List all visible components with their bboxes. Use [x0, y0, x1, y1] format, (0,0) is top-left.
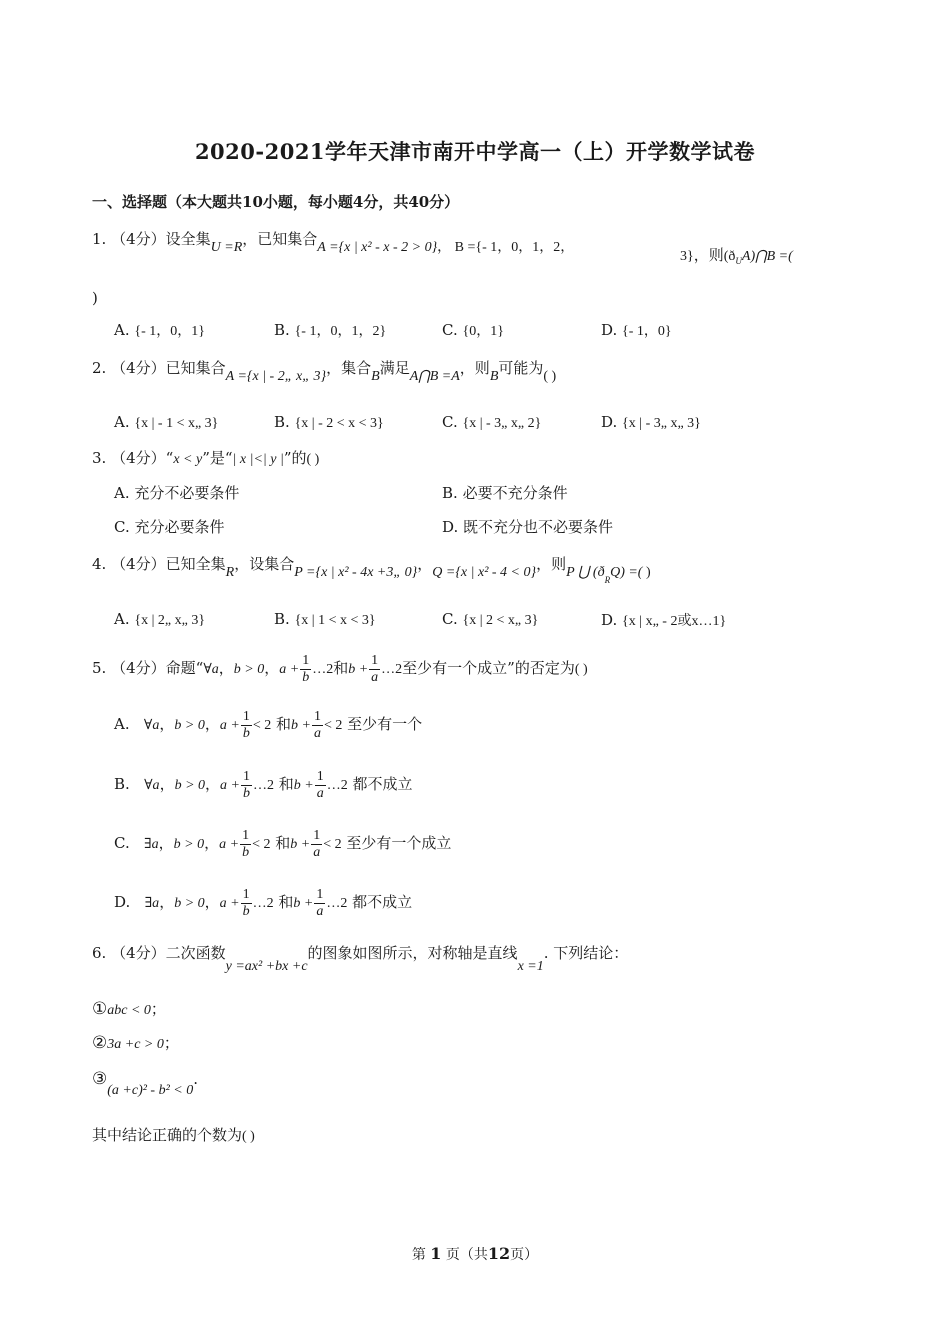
q5-math-4: b + — [348, 662, 369, 677]
q5-math-2: b > 0 — [233, 662, 265, 677]
fraction — [311, 828, 322, 861]
tail: 都不成立 — [352, 775, 413, 793]
quantifier: ∀a — [143, 718, 160, 733]
q5-math-3: a + — [279, 662, 300, 677]
q3-paren: ( ) — [306, 452, 320, 467]
option-text: {x | - 3„ x„ 2} — [462, 416, 542, 431]
option-text: 充分不必要条件 — [134, 484, 240, 502]
fraction — [240, 828, 251, 861]
option-label: C. — [442, 413, 458, 431]
fraction-numerator: 1 — [243, 768, 250, 784]
q1-text-3: ，则 — [693, 246, 724, 264]
option-text: {x | - 3„ x„ 3} — [622, 416, 701, 431]
option-text: {x | 2 < x„ 3} — [462, 613, 539, 628]
option-label: C. — [442, 321, 458, 339]
circled-number: ② — [92, 1033, 108, 1053]
q3-stem: （4分）“ — [111, 449, 174, 467]
q5-fraction-2 — [369, 653, 380, 686]
q1-tail: ) — [92, 289, 98, 307]
sep: ， — [159, 893, 175, 911]
fraction — [312, 709, 323, 742]
and: 和 — [275, 834, 291, 852]
option-label: A. — [114, 610, 130, 628]
footer-post: 页） — [510, 1247, 539, 1263]
q3-math-2: | x |<| y | — [232, 452, 284, 467]
option-label: D. — [114, 893, 131, 911]
q2-math-2: B — [371, 369, 380, 384]
q6-conclusion-1 — [92, 998, 166, 1022]
option-label: D. — [601, 611, 618, 629]
sep: ， — [204, 715, 220, 733]
q6-ask: 其中结论正确的个数为 — [92, 1126, 243, 1144]
q2-math-1: A ={x | - 2„ x„ 3} — [225, 369, 327, 384]
rel: < 2 — [323, 837, 342, 852]
sep: ， — [159, 775, 175, 793]
fraction — [315, 769, 326, 802]
q4-math-1: R — [225, 565, 235, 580]
option-text: 必要不充分条件 — [462, 484, 568, 502]
q5-option-a — [114, 706, 422, 744]
q4-option-b — [274, 610, 376, 629]
conclusion-math: 3a +c > 0 — [107, 1037, 164, 1052]
q1-math-6: A)⋂B =( — [741, 249, 793, 264]
q3-option-b — [442, 482, 568, 503]
option-text: {0，1} — [462, 324, 504, 339]
fraction-denominator: a — [316, 785, 324, 801]
question-4 — [92, 553, 651, 585]
and: 和 — [276, 715, 292, 733]
fraction-denominator: a — [371, 669, 379, 685]
q4-option-d — [601, 610, 726, 630]
q5-number: 5. — [92, 659, 107, 677]
q1-option-d — [601, 320, 672, 340]
q5-sep-2: ， — [264, 659, 280, 677]
q4-math-3: Q ={x | x² - 4 < 0} — [432, 565, 537, 580]
expr: a + — [219, 896, 240, 911]
q2-text-4: ，则 — [459, 359, 490, 377]
q4-text-2: ，设集合 — [234, 555, 295, 573]
q4-number: 4. — [92, 555, 107, 573]
question-5 — [92, 650, 588, 688]
quantifier: ∃a — [144, 896, 160, 911]
q2-number: 2. — [92, 359, 107, 377]
q4-math-4: P ⋃ (ð — [566, 565, 605, 580]
fraction-numerator: 1 — [242, 708, 250, 724]
q4-text-4: ，则 — [536, 555, 567, 573]
q2-math-4: B — [489, 369, 499, 384]
tail: 至少有一个成立 — [346, 834, 452, 852]
q2-option-d — [601, 413, 701, 432]
quantifier: ∃a — [144, 837, 159, 852]
option-label: A. — [114, 715, 130, 733]
q1-option-a — [114, 320, 205, 340]
fraction-denominator: a — [316, 903, 324, 919]
conclusion-end: . — [193, 1070, 199, 1088]
q5-and: 和 — [333, 659, 349, 677]
circled-number: ③ — [92, 1069, 108, 1089]
fraction-numerator: 1 — [242, 886, 250, 902]
expr: a + — [219, 837, 240, 852]
fraction-denominator: b — [243, 785, 250, 801]
q2-option-b — [274, 413, 384, 432]
fraction-numerator: 1 — [316, 886, 324, 902]
q3-math-1: x < y — [173, 452, 203, 467]
q6-text-3: . 下列结论： — [543, 944, 629, 962]
fraction-numerator: 1 — [371, 652, 379, 668]
fraction-denominator: a — [313, 844, 321, 860]
conclusion-end: ； — [163, 1034, 179, 1052]
option-label: D. — [442, 518, 459, 536]
conclusion-math: abc < 0 — [107, 1003, 151, 1018]
q6-conclusion-3 — [92, 1068, 199, 1098]
q1-option-c — [442, 320, 504, 340]
q1-math-5: (ð — [723, 249, 736, 264]
option-label: D. — [601, 413, 618, 431]
option-text: 既不充分也不必要条件 — [463, 518, 614, 536]
question-2 — [92, 357, 557, 384]
q2-option-a — [114, 413, 218, 432]
option-text: {x | - 1 < x„ 3} — [134, 416, 219, 431]
fraction — [241, 887, 252, 920]
option-text: {x | x„ - 2或x…1} — [622, 614, 727, 629]
option-label: C. — [442, 610, 458, 628]
q3-option-a — [114, 482, 239, 503]
cond: b > 0 — [174, 778, 206, 793]
q2-paren: ( ) — [543, 369, 557, 384]
q4-option-a — [114, 610, 205, 629]
option-text: {- 1，0} — [622, 324, 672, 339]
q2-text-3: 满足 — [379, 359, 410, 377]
fraction-numerator: 1 — [316, 768, 324, 784]
q5-stem: （4分）命题“ — [111, 659, 204, 677]
tail: 都不成立 — [352, 893, 413, 911]
cond: b > 0 — [174, 896, 205, 911]
footer-mid: 页（共 — [445, 1247, 488, 1263]
q2-text-2: ，集合 — [326, 359, 372, 377]
q6-question — [92, 1124, 255, 1148]
rel: …2 — [326, 896, 348, 911]
q5-option-b — [114, 766, 413, 804]
question-6 — [92, 942, 629, 974]
q6-conclusion-2 — [92, 1032, 179, 1056]
q3-option-d — [442, 516, 613, 537]
option-text: {- 1，0，1} — [134, 324, 205, 339]
fraction-denominator: a — [313, 725, 321, 741]
question-1 — [92, 228, 575, 255]
q6-number: 6. — [92, 944, 107, 962]
sep: ， — [204, 834, 220, 852]
rel: …2 — [252, 896, 274, 911]
option-label: C. — [114, 834, 130, 852]
q1-option-b — [274, 320, 386, 340]
option-label: C. — [114, 518, 130, 536]
q5-text-5: 至少有一个成立”的否定为 — [402, 659, 575, 677]
total-pages: 12 — [487, 1244, 511, 1263]
q1-math-3: ， B ={- 1，0，1，2， — [437, 240, 575, 255]
option-label: B. — [274, 610, 290, 628]
option-label: B. — [274, 321, 290, 339]
sep: ， — [204, 893, 220, 911]
cond: b > 0 — [174, 718, 205, 733]
q4-paren: ) — [642, 565, 651, 580]
expr: b + — [290, 837, 311, 852]
cond: b > 0 — [173, 837, 205, 852]
rel: < 2 — [323, 718, 343, 733]
option-text: {x | - 2 < x < 3} — [294, 416, 384, 431]
q6-math-2: x =1 — [517, 959, 544, 974]
q3-option-c — [114, 516, 225, 537]
q5-rel-1: …2 — [312, 662, 334, 677]
q1-math-4: 3} — [680, 249, 694, 264]
fraction-numerator: 1 — [313, 827, 321, 843]
q4-option-c — [442, 610, 538, 629]
q6-text-2: 的图象如图所示，对称轴是直线 — [307, 944, 518, 962]
q5-paren: ( ) — [574, 662, 588, 677]
rel: …2 — [253, 778, 274, 793]
q3-text-2: ”是“ — [202, 449, 233, 467]
tail: 至少有一个 — [347, 715, 423, 733]
q4-math-4-sub: R — [604, 575, 611, 585]
fraction — [314, 887, 325, 920]
quantifier: ∀a — [144, 778, 160, 793]
sep: ， — [159, 715, 175, 733]
option-text: {x | 2„ x„ 3} — [134, 613, 206, 628]
expr: b + — [293, 778, 314, 793]
and: 和 — [278, 893, 294, 911]
q5-option-d — [114, 884, 412, 922]
q6-stem: （4分）二次函数 — [111, 944, 226, 962]
paper-title: 2020-2021学年天津市南开中学高一（上）开学数学试卷 — [194, 139, 756, 164]
q5-fraction-1 — [300, 653, 311, 686]
q4-text-3: ， — [417, 555, 433, 573]
rel: < 2 — [252, 837, 271, 852]
fraction-denominator: b — [302, 669, 310, 685]
circled-number: ① — [92, 999, 108, 1019]
option-label: A. — [114, 321, 130, 339]
option-text: {x | 1 < x < 3} — [294, 613, 376, 628]
q2-stem: （4分）已知集合 — [111, 359, 226, 377]
q1-math-1: U =R — [210, 240, 243, 255]
conclusion-end: ； — [150, 1000, 166, 1018]
q2-option-c — [442, 413, 541, 432]
fraction — [241, 769, 252, 802]
expr: a + — [219, 718, 240, 733]
rel: …2 — [326, 778, 348, 793]
q5-sep-1: ， — [218, 659, 234, 677]
q5-rel-2: …2 — [381, 662, 403, 677]
q1-math-2: A ={x | x² - x - 2 > 0} — [317, 240, 438, 255]
q2-text-5: 可能为 — [498, 359, 544, 377]
q1-continuation — [680, 244, 793, 272]
option-label: B. — [442, 484, 458, 502]
q6-math-1: y =ax² +bx +c — [225, 959, 308, 974]
section-heading: 一、选择题（本大题共10小题，每小题4分，共40分） — [92, 193, 460, 211]
fraction — [241, 709, 252, 742]
footer-pre: 第 — [411, 1247, 426, 1263]
fraction-numerator: 1 — [313, 708, 321, 724]
question-3 — [92, 447, 319, 471]
q6-paren: ( ) — [242, 1129, 255, 1144]
expr: a + — [220, 778, 240, 793]
q4-math-5: Q) =( — [610, 565, 643, 580]
q1-stem: （4分）设全集 — [111, 230, 211, 248]
q3-text-3: ”的 — [283, 449, 307, 467]
q4-stem: （4分）已知全集 — [111, 555, 226, 573]
q1-math-5-sub: U — [735, 256, 742, 266]
option-label: D. — [601, 321, 618, 339]
expr: b + — [291, 718, 311, 733]
option-label: B. — [114, 775, 130, 793]
q3-number: 3. — [92, 449, 107, 467]
q5-option-c — [114, 825, 451, 863]
conclusion-math: (a +c)² - b² < 0 — [107, 1083, 194, 1098]
page-number: 1 — [430, 1244, 442, 1263]
fraction-numerator: 1 — [242, 827, 250, 843]
fraction-denominator: b — [242, 725, 250, 741]
rel: < 2 — [252, 718, 272, 733]
option-text: {- 1，0，1，2} — [294, 324, 387, 339]
option-text: 充分必要条件 — [134, 518, 225, 536]
q1-text-2: ，已知集合 — [242, 230, 318, 248]
q4-math-2: P ={x | x² - 4x +3„ 0} — [294, 565, 418, 580]
sep: ， — [205, 775, 221, 793]
option-label: B. — [274, 413, 290, 431]
q2-math-3: A⋂B =A — [409, 369, 460, 384]
sep: ， — [158, 834, 174, 852]
and: 和 — [278, 775, 294, 793]
option-label: A. — [114, 484, 130, 502]
fraction-numerator: 1 — [302, 652, 310, 668]
expr: b + — [293, 896, 314, 911]
page-footer — [0, 1244, 950, 1264]
option-label: A. — [114, 413, 130, 431]
q5-math-1: ∀a — [203, 662, 219, 677]
fraction-denominator: b — [242, 903, 250, 919]
fraction-denominator: b — [242, 844, 250, 860]
q1-number: 1. — [92, 230, 107, 248]
